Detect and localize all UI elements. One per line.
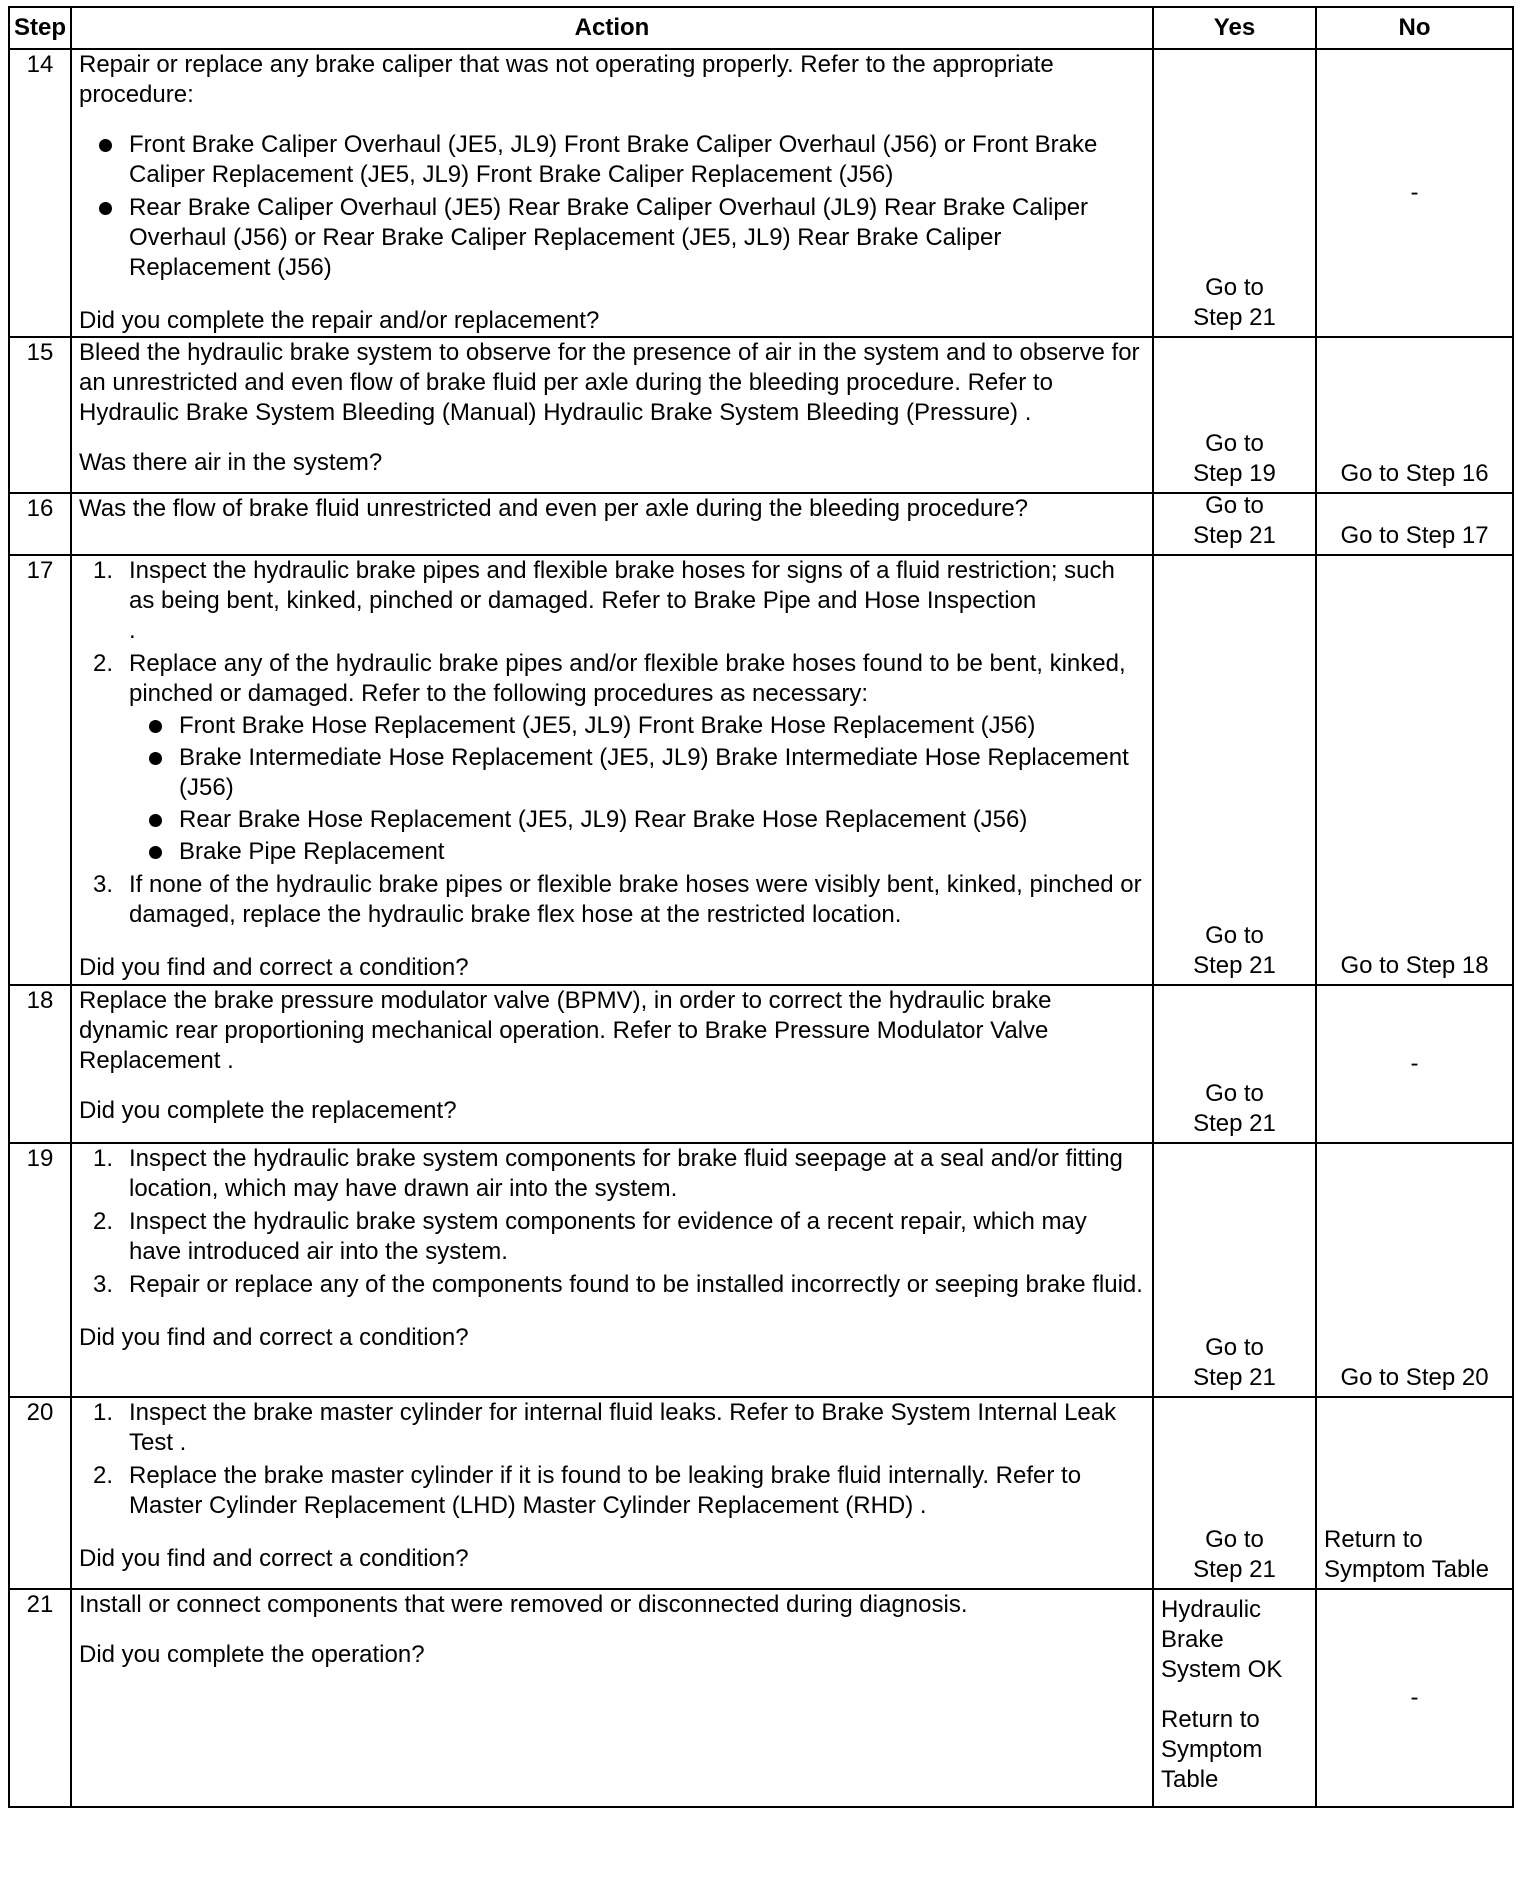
yes-cell [1153,337,1316,493]
step-row-19 [9,1143,1513,1397]
yes-cell [1153,555,1316,985]
action-cell [71,1143,1153,1397]
no-cell [1316,1397,1513,1589]
no-value: - [1410,1050,1419,1077]
header-row [9,7,1513,49]
no-cell [1316,1589,1513,1807]
no-cell [1316,337,1513,493]
step-item [79,1270,1145,1300]
item-number: 1. [93,1399,114,1426]
action-question: Did you complete the operation? [79,1641,425,1668]
yes-line: Step 21 [1193,952,1276,979]
procedure-item: Front Brake Caliper Overhaul (JE5, JL9) Front Brake Caliper Overhaul (J56) or Front Brake Caliper Replacement (JE5, JL9) Front Brake Caliper Replacement (J56) [79,130,1145,190]
item-tail: . [129,617,136,644]
item-text: Inspect the hydraulic brake system components for evidence of a recent repair, which may have introduced air into the system. [129,1208,1087,1265]
item-number: 2. [93,1208,114,1235]
action-intro: Install or connect components that were removed or disconnected during diagnosis. [79,1591,968,1618]
item-text: Replace any of the hydraulic brake pipes and/or flexible brake hoses found to be bent, kinked, pinched or damaged. Refer to the following procedures as necessary: [129,650,1126,707]
header-yes: Yes [1153,7,1316,49]
yes-line: Step 21 [1193,522,1276,549]
step-list [79,1398,1145,1521]
action-cell [71,493,1153,555]
action-question: Did you complete the replacement? [79,1097,457,1124]
step-item [79,1398,1145,1458]
step-item [79,556,1145,646]
no-line: Symptom Table [1324,1556,1489,1583]
step-list [79,1144,1145,1300]
item-text: Inspect the hydraulic brake system components for brake fluid seepage at a seal and/or fitting location, which may have drawn air into the system. [129,1145,1123,1202]
step-row-20 [9,1397,1513,1589]
step-number: 17 [9,555,71,985]
action-cell [71,985,1153,1143]
procedure-list [129,711,1145,867]
yes-line: Go to [1205,430,1264,457]
item-text: Inspect the hydraulic brake pipes and flexible brake hoses for signs of a fluid restriction; such as being bent, kinked, pinched or damaged. Refer to Brake Pipe and Hose Inspection [129,557,1115,614]
yes-cell [1153,1397,1316,1589]
item-text: Inspect the brake master cylinder for internal fluid leaks. Refer to Brake System Internal Leak Test . [129,1399,1117,1456]
action-question: Did you find and correct a condition? [79,954,469,981]
no-value: Go to Step 18 [1340,952,1489,979]
item-number: 3. [93,1271,114,1298]
header-action: Action [71,7,1153,49]
yes-cell [1153,493,1316,555]
item-number: 1. [93,1145,114,1172]
yes-line: Go to [1205,1526,1264,1553]
step-number: 15 [9,337,71,493]
step-item [79,1461,1145,1521]
no-cell [1316,555,1513,985]
step-number: 18 [9,985,71,1143]
action-cell [71,337,1153,493]
action-question: Was there air in the system? [79,449,383,476]
step-row-16 [9,493,1513,555]
item-text: If none of the hydraulic brake pipes or flexible brake hoses were visibly bent, kinked, pinched or damaged, replace the hydraulic brake flex hose at the restricted location. [129,871,1142,928]
action-cell [71,555,1153,985]
no-line: Return to [1324,1526,1423,1553]
procedure-item: Brake Intermediate Hose Replacement (JE5, JL9) Brake Intermediate Hose Replacement (J56) [129,743,1145,803]
step-item [79,870,1145,930]
yes-cell [1153,1143,1316,1397]
yes-ok-line: Hydraulic [1161,1596,1262,1623]
step-number: 21 [9,1589,71,1807]
header-no: No [1316,7,1513,49]
procedure-item: Rear Brake Hose Replacement (JE5, JL9) Rear Brake Hose Replacement (J56) [129,805,1145,835]
yes-cell [1153,1589,1316,1807]
step-item [79,1207,1145,1267]
action-cell [71,1397,1153,1589]
step-list [79,556,1145,930]
item-number: 2. [93,650,114,677]
step-number: 20 [9,1397,71,1589]
yes-line: Go to [1205,1080,1264,1107]
yes-line: Step 19 [1193,460,1276,487]
diagnostic-table [8,6,1514,1808]
yes-line: Step 21 [1193,304,1276,331]
action-intro: Bleed the hydraulic brake system to observe for the presence of air in the system and to observe for an unrestricted and even flow of brake fluid per axle during the bleeding procedure. Refer to Hydraulic Brake System Bleeding (Manual) Hydraulic Brake System Bleeding (Pressure) . [79,339,1140,426]
no-value: - [1410,179,1419,206]
no-cell [1316,1143,1513,1397]
step-item [79,649,1145,867]
no-cell [1316,493,1513,555]
no-value: - [1410,1684,1419,1711]
yes-line: Go to [1205,274,1264,301]
step-row-21 [9,1589,1513,1807]
yes-line: Step 21 [1193,1364,1276,1391]
no-value: Go to Step 16 [1340,460,1489,487]
yes-return-line: Table [1161,1766,1219,1793]
action-question: Was the flow of brake fluid unrestricted and even per axle during the bleeding procedure? [79,495,1029,522]
header-step: Step [9,7,71,49]
yes-return-line: Symptom [1161,1736,1263,1763]
action-intro: Replace the brake pressure modulator valve (BPMV), in order to correct the hydraulic brake dynamic rear proportioning mechanical operation. Refer to Brake Pressure Modulator Valve Replacement . [79,987,1052,1074]
yes-cell [1153,985,1316,1143]
procedure-item: Brake Pipe Replacement [129,837,1145,867]
no-cell [1316,985,1513,1143]
yes-cell [1153,49,1316,337]
item-number: 1. [93,557,114,584]
action-question: Did you find and correct a condition? [79,1324,469,1351]
yes-line: Go to [1205,492,1264,519]
step-item [79,1144,1145,1204]
item-text: Repair or replace any of the components found to be installed incorrectly or seeping brake fluid. [129,1271,1143,1298]
yes-line: Go to [1205,1334,1264,1361]
step-number: 19 [9,1143,71,1397]
no-value: Go to Step 17 [1340,522,1489,549]
action-cell [71,49,1153,337]
action-question: Did you find and correct a condition? [79,1545,469,1572]
yes-ok-line: Brake [1161,1626,1224,1653]
yes-return-line: Return to [1161,1706,1260,1733]
procedure-item: Rear Brake Caliper Overhaul (JE5) Rear Brake Caliper Overhaul (JL9) Rear Brake Caliper Overhaul (J56) or Rear Brake Caliper Replacement (JE5, JL9) Rear Brake Caliper Replacement (J56) [79,193,1145,283]
step-number: 16 [9,493,71,555]
action-cell [71,1589,1153,1807]
item-text: Replace the brake master cylinder if it is found to be leaking brake fluid internally. Refer to Master Cylinder Replacement (LHD) Master Cylinder Replacement (RHD) . [129,1462,1082,1519]
action-question: Did you complete the repair and/or replacement? [79,307,600,334]
yes-line: Step 21 [1193,1110,1276,1137]
procedure-item: Front Brake Hose Replacement (JE5, JL9) Front Brake Hose Replacement (J56) [129,711,1145,741]
no-cell [1316,49,1513,337]
procedure-list [79,130,1145,283]
yes-line: Go to [1205,922,1264,949]
no-value: Go to Step 20 [1340,1364,1489,1391]
step-row-18 [9,985,1513,1143]
action-intro: Repair or replace any brake caliper that was not operating properly. Refer to the appropriate procedure: [79,51,1054,108]
step-number: 14 [9,49,71,337]
item-number: 2. [93,1462,114,1489]
item-number: 3. [93,871,114,898]
step-row-14 [9,49,1513,337]
step-row-17 [9,555,1513,985]
yes-line: Step 21 [1193,1556,1276,1583]
step-row-15 [9,337,1513,493]
yes-ok-line: System OK [1161,1656,1283,1683]
